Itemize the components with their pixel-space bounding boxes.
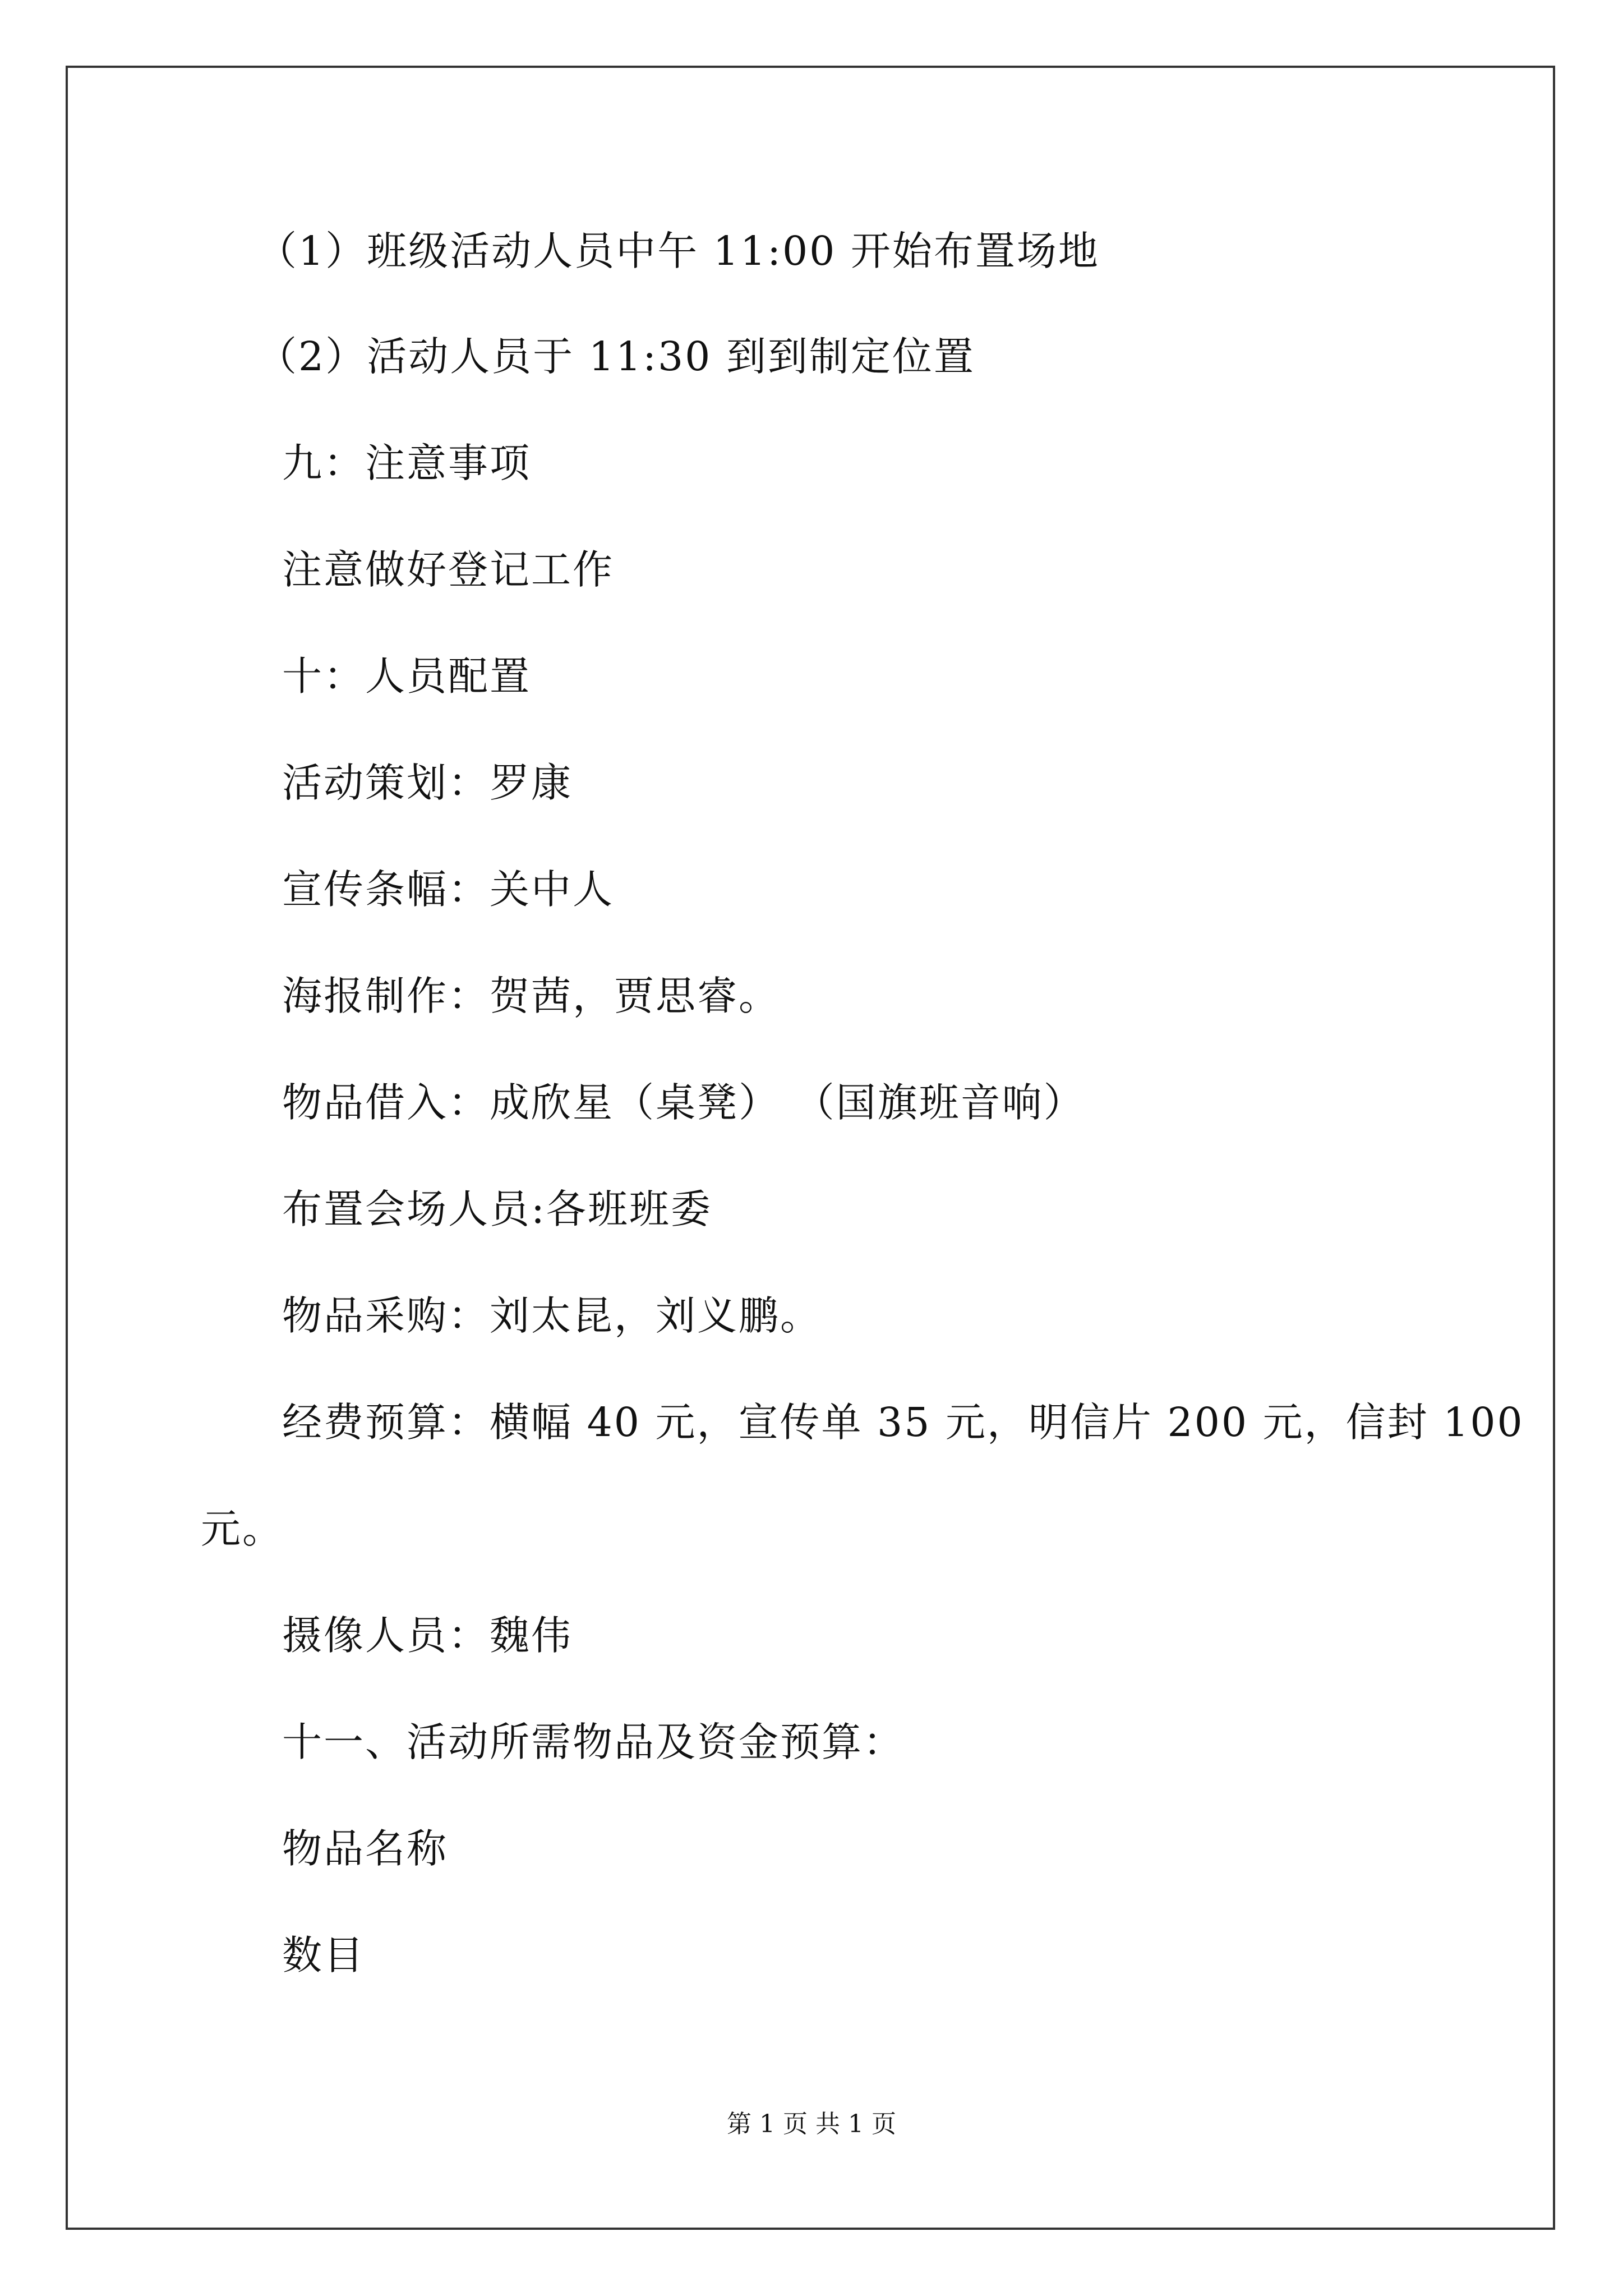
- text-line: 海报制作：贺茜，贾思睿。: [282, 973, 781, 1019]
- text-line: 数目: [282, 1932, 366, 1978]
- text-line: 元。: [201, 1506, 284, 1552]
- page-border: [66, 66, 1555, 2230]
- text-line: 活动策划：罗康: [282, 760, 573, 806]
- section-heading: 九：注意事项: [282, 440, 532, 486]
- text-line: 摄像人员：魏伟: [282, 1612, 573, 1659]
- text-line: 注意做好登记工作: [282, 546, 615, 593]
- text-line: （2）活动人员于 11:30 到到制定位置: [257, 333, 975, 380]
- section-heading: 十一、活动所需物品及资金预算：: [282, 1719, 905, 1765]
- text-line: （1）班级活动人员中午 11:00 开始布置场地: [257, 228, 1100, 274]
- text-line: 宣传条幅：关中人: [282, 866, 615, 913]
- page-footer: 第 1 页 共 1 页: [727, 2110, 896, 2138]
- text-line: 经费预算：横幅 40 元，宣传单 35 元，明信片 200 元，信封 100: [282, 1399, 1524, 1446]
- section-heading: 十：人员配置: [282, 653, 532, 700]
- text-line: 物品名称: [282, 1825, 449, 1872]
- text-line: 物品借入：成欣星（桌凳） （国旗班音响）: [282, 1079, 1085, 1126]
- text-line: 物品采购：刘太昆，刘义鹏。: [282, 1292, 822, 1339]
- text-line: 布置会场人员:各班班委: [282, 1186, 712, 1232]
